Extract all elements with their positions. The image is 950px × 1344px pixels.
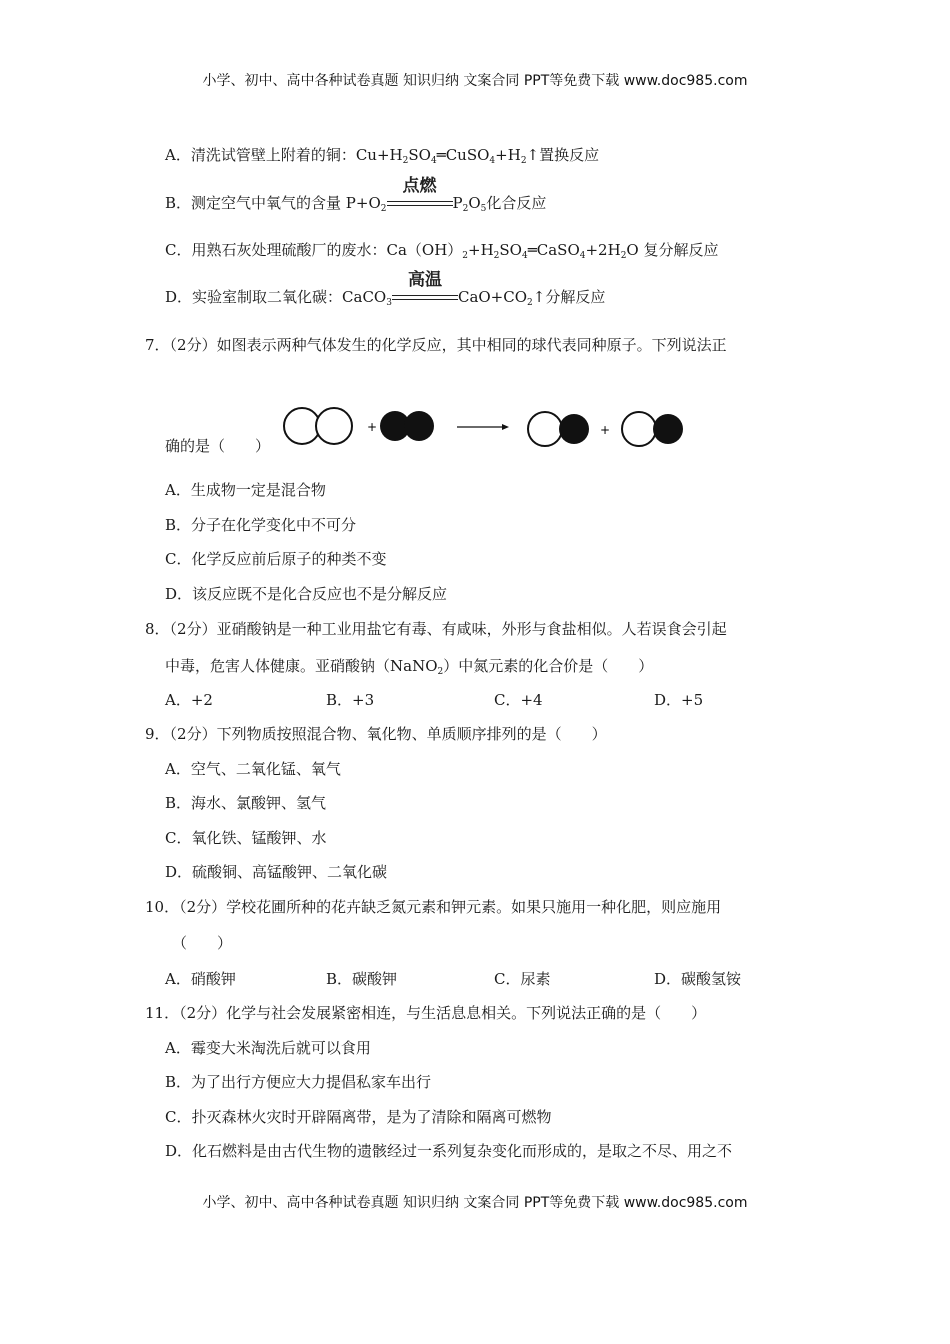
q6-option-a bbox=[165, 145, 599, 165]
q10-option-c: C．尿素 bbox=[494, 970, 551, 988]
plus-sign: + bbox=[600, 423, 611, 437]
subscript: 2 bbox=[520, 156, 527, 166]
q8-option-b: B．+3 bbox=[326, 691, 375, 709]
subscript: 2 bbox=[462, 204, 469, 214]
arrow-head-icon bbox=[502, 424, 509, 430]
q11-stem: 11．（2分）化学与社会发展紧密相连，与生活息息相关。下列说法正确的是（ ） bbox=[145, 1004, 707, 1022]
q6-a-text: +H bbox=[495, 146, 521, 164]
q8-text: ）中氮元素的化合价是（ ） bbox=[443, 657, 654, 675]
q6-d-text: CaO+CO bbox=[457, 288, 528, 306]
q6-b-text: B．测定空气中氧气的含量 P+O bbox=[165, 194, 381, 212]
q11-option-d: D．化石燃料是由古代生物的遗骸经过一系列复杂变化而形成的，是取之不尽、用之不 bbox=[165, 1142, 733, 1160]
q6-a-text: ═CuSO bbox=[436, 146, 490, 164]
q7-option-c: C．化学反应前后原子的种类不变 bbox=[165, 550, 387, 568]
q6-a-text: ↑置换反应 bbox=[526, 146, 600, 164]
page-header: 小学、初中、高中各种试卷真题 知识归纳 文案合同 PPT等免费下载 www.doc985.com bbox=[202, 73, 748, 89]
q8-text: 中毒，危害人体健康。亚硝酸钠（NaNO bbox=[165, 657, 438, 675]
reaction-condition-high-temp bbox=[392, 270, 458, 307]
reactant-white-molecule bbox=[284, 408, 352, 444]
q9-stem: 9．（2分）下列物质按照混合物、氧化物、单质顺序排列的是（ ） bbox=[145, 725, 607, 743]
subscript: 2 bbox=[380, 204, 387, 214]
subscript: 4 bbox=[489, 156, 496, 166]
page-footer: 小学、初中、高中各种试卷真题 知识归纳 文案合同 PPT等免费下载 www.doc985.com bbox=[202, 1195, 748, 1211]
subscript: 4 bbox=[579, 251, 586, 261]
q6-d-text: ↑分解反应 bbox=[532, 288, 606, 306]
q6-c-text: +2H bbox=[585, 241, 621, 259]
subscript: 2 bbox=[462, 251, 469, 261]
q10-stem-line1: 10．（2分）学校花圃所种的花卉缺乏氮元素和钾元素。如果只施用一种化肥，则应施用 bbox=[145, 898, 722, 916]
subscript: 3 bbox=[386, 298, 392, 308]
plus-sign: + bbox=[367, 420, 378, 434]
subscript: 2 bbox=[493, 251, 500, 261]
q6-option-b bbox=[165, 176, 547, 214]
q6-c-text: ═CaSO bbox=[527, 241, 580, 259]
reactant-black-molecule bbox=[380, 411, 434, 441]
condition-label: 点燃 bbox=[402, 176, 437, 196]
q10-option-d: D．碳酸氢铵 bbox=[654, 970, 742, 988]
q8-stem-line1: 8．（2分）亚硝酸钠是一种工业用盐它有毒、有咸味，外形与食盐相似。人若误食会引起 bbox=[145, 620, 727, 638]
q6-c-text: +H bbox=[468, 241, 494, 259]
q7-stem-line1: 7．（2分）如图表示两种气体发生的化学反应，其中相同的球代表同种原子。下列说法正 bbox=[145, 336, 727, 354]
product-molecule-2 bbox=[622, 412, 683, 446]
q7-option-a: A．生成物一定是混合物 bbox=[165, 481, 326, 499]
q6-b-text: O bbox=[468, 194, 481, 212]
subscript: 2 bbox=[437, 667, 444, 677]
q6-c-text: C．用熟石灰处理硫酸厂的废水：Ca（OH） bbox=[165, 241, 463, 259]
q7-option-b: B．分子在化学变化中不可分 bbox=[165, 516, 357, 534]
q9-option-d: D．硫酸铜、高锰酸钾、二氧化碳 bbox=[165, 863, 388, 881]
q6-option-c bbox=[165, 240, 719, 260]
q10-option-a: A．硝酸钾 bbox=[165, 970, 236, 988]
q6-c-text: SO bbox=[499, 241, 522, 259]
subscript: 5 bbox=[480, 204, 487, 214]
q6-b-text: P bbox=[452, 194, 463, 212]
subscript: 2 bbox=[620, 251, 627, 261]
q6-option-d bbox=[165, 270, 606, 308]
q7-stem-line2: 确的是（ ） bbox=[165, 437, 271, 455]
q6-a-text: A．清洗试管壁上附着的铜：Cu+H bbox=[165, 146, 403, 164]
subscript: 4 bbox=[430, 156, 437, 166]
q8-option-c: C．+4 bbox=[494, 691, 543, 709]
subscript: 4 bbox=[521, 251, 528, 261]
q9-option-c: C．氧化铁、锰酸钾、水 bbox=[165, 829, 327, 847]
q9-option-b: B．海水、氯酸钾、氢气 bbox=[165, 794, 327, 812]
q11-option-b: B．为了出行方便应大力提倡私家车出行 bbox=[165, 1073, 432, 1091]
q10-option-b: B．碳酸钾 bbox=[326, 970, 398, 988]
q6-d-text: D．实验室制取二氧化碳：CaCO bbox=[165, 288, 387, 306]
molecule-reaction-diagram bbox=[280, 400, 700, 455]
q8-stem-line2 bbox=[165, 656, 653, 676]
q6-a-text: SO bbox=[408, 146, 431, 164]
q11-option-a: A．霉变大米淘洗后就可以食用 bbox=[165, 1039, 371, 1057]
q6-b-text: 化合反应 bbox=[486, 194, 547, 212]
q10-stem-line2: （ ） bbox=[172, 934, 233, 952]
q7-option-d: D．该反应既不是化合反应也不是分解反应 bbox=[165, 585, 448, 603]
subscript: 2 bbox=[527, 298, 533, 308]
reaction-condition-ignite bbox=[387, 176, 453, 213]
product-molecule-1 bbox=[528, 412, 589, 446]
condition-label: 高温 bbox=[407, 270, 442, 290]
q11-option-c: C．扑灭森林火灾时开辟隔离带，是为了清除和隔离可燃物 bbox=[165, 1108, 552, 1126]
q8-option-d: D．+5 bbox=[654, 691, 704, 709]
q6-c-text: O 复分解反应 bbox=[626, 241, 719, 259]
q8-option-a: A．+2 bbox=[165, 691, 213, 709]
q9-option-a: A．空气、二氧化锰、氧气 bbox=[165, 760, 341, 778]
subscript: 2 bbox=[402, 156, 409, 166]
